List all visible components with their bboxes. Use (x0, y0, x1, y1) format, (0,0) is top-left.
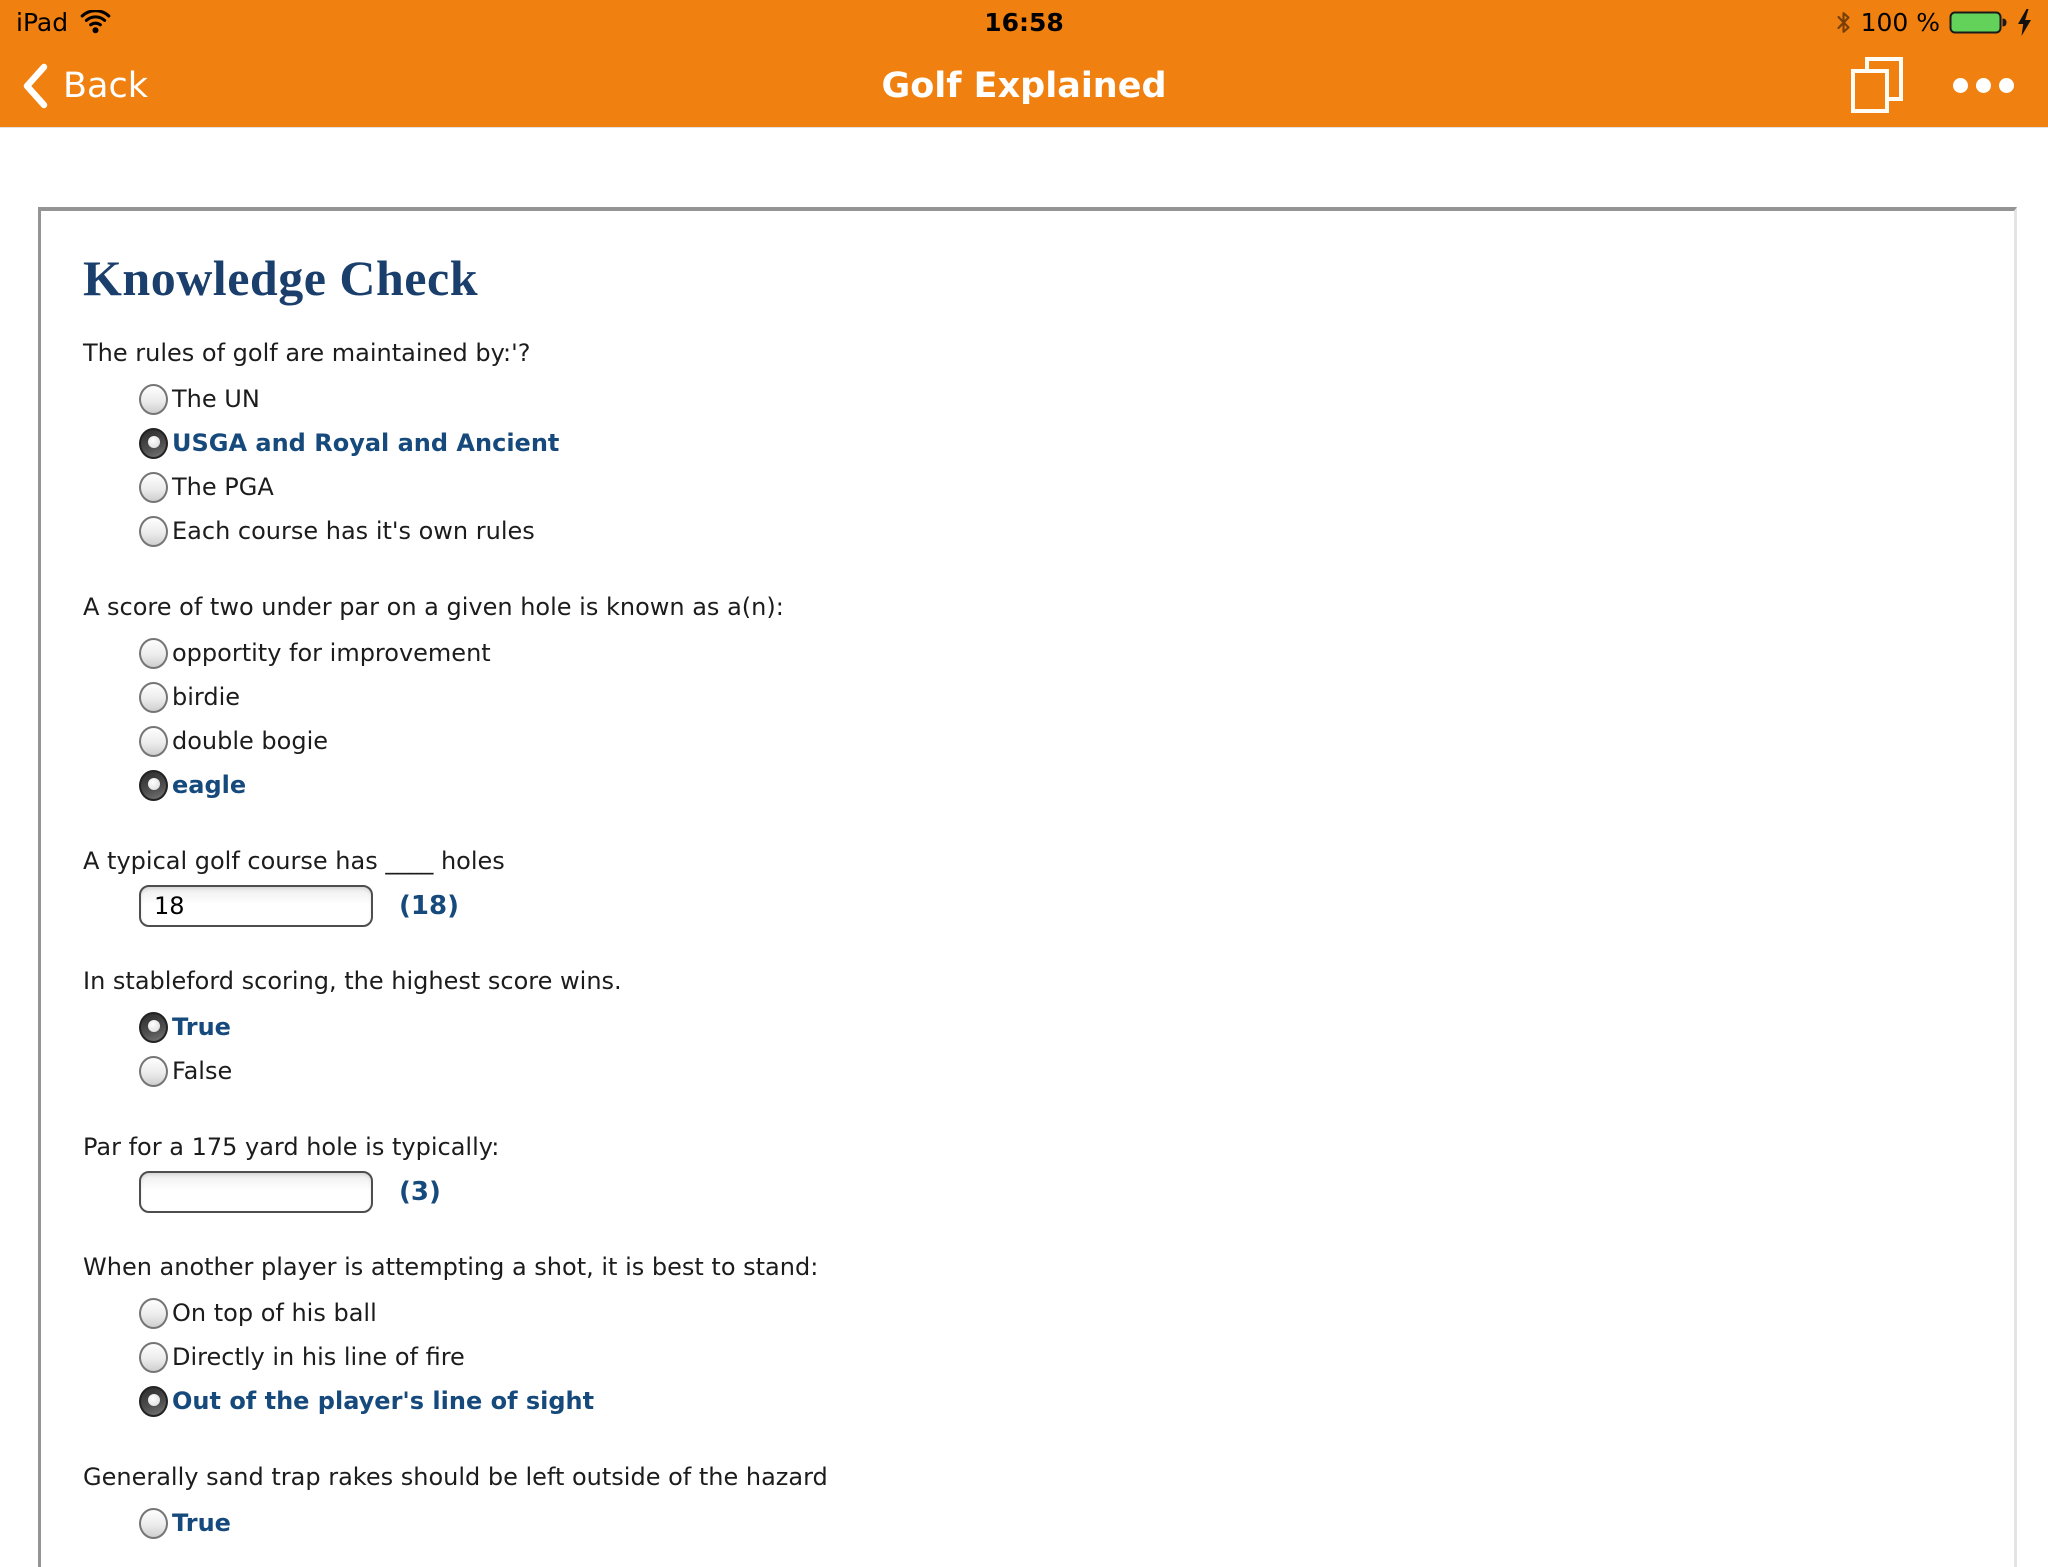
answer-option[interactable] (83, 1049, 1974, 1093)
bluetooth-icon (1835, 10, 1852, 35)
battery-icon (1949, 9, 2008, 36)
question-text: Par for a 175 yard hole is typically: (83, 1133, 500, 1161)
quiz-heading: Knowledge Check (83, 250, 478, 306)
question-block (83, 965, 1974, 1093)
radio-button[interactable] (139, 682, 168, 713)
option-label: True (172, 1509, 231, 1537)
answer-option[interactable] (83, 763, 1974, 807)
radio-button[interactable] (139, 1056, 168, 1087)
option-label: eagle (172, 771, 247, 799)
option-label: Out of the player's line of sight (172, 1387, 595, 1415)
nav-actions (1849, 56, 2026, 116)
status-bar (0, 0, 2048, 44)
correct-answer-hint: (3) (399, 1177, 441, 1207)
more-options-icon[interactable] (1953, 78, 2014, 93)
page-title: Golf Explained (881, 65, 1167, 106)
answer-option[interactable] (83, 719, 1974, 763)
clock: 16:58 (984, 7, 1064, 37)
question-text: A score of two under par on a given hole is known as a(n): (83, 593, 784, 621)
option-label: Each course has it's own rules (172, 517, 535, 545)
radio-button[interactable] (139, 638, 168, 669)
question-text: The rules of golf are maintained by:'? (83, 339, 531, 367)
option-label: False (172, 1057, 233, 1085)
quiz-slide (38, 207, 2017, 1567)
answer-option[interactable] (83, 1005, 1974, 1049)
radio-button-selected[interactable] (139, 1386, 168, 1417)
fill-in-row (83, 885, 1974, 927)
option-label: USGA and Royal and Ancient (172, 429, 560, 457)
answer-option[interactable] (83, 509, 1974, 553)
question-block (83, 845, 1974, 927)
radio-button[interactable] (139, 726, 168, 757)
pages-icon[interactable] (1849, 56, 1905, 116)
answer-option[interactable] (83, 421, 1974, 465)
option-label: The UN (172, 385, 260, 413)
question-text: In stableford scoring, the highest score wins. (83, 967, 622, 995)
radio-button-selected[interactable] (139, 1012, 168, 1043)
answer-option[interactable] (83, 1379, 1974, 1423)
back-chevron-icon (22, 63, 49, 109)
question-block (83, 591, 1974, 807)
question-block (83, 1131, 1974, 1213)
question-block (83, 337, 1974, 553)
answer-input[interactable] (139, 885, 373, 927)
radio-button-selected[interactable] (139, 428, 168, 459)
correct-answer-hint: (18) (399, 891, 459, 921)
radio-button[interactable] (139, 1508, 168, 1539)
option-label: double bogie (172, 727, 329, 755)
navigation-bar (0, 44, 2048, 127)
radio-button[interactable] (139, 1342, 168, 1373)
answer-option[interactable] (83, 1335, 1974, 1379)
back-label: Back (63, 65, 148, 106)
answer-option[interactable] (83, 675, 1974, 719)
back-button[interactable] (22, 63, 148, 109)
option-label: birdie (172, 683, 241, 711)
fill-in-row (83, 1171, 1974, 1213)
answer-option[interactable] (83, 1291, 1974, 1335)
charging-bolt-icon (2017, 9, 2032, 36)
wifi-icon (80, 10, 111, 34)
radio-button[interactable] (139, 516, 168, 547)
answer-option[interactable] (83, 631, 1974, 675)
status-right (1835, 8, 2032, 37)
questions-list (83, 337, 1974, 1545)
status-left (16, 8, 111, 37)
option-label: opportity for improvement (172, 639, 491, 667)
option-label: Directly in his line of fire (172, 1343, 465, 1371)
radio-button-selected[interactable] (139, 770, 168, 801)
option-label: The PGA (172, 473, 274, 501)
question-block (83, 1461, 1974, 1545)
answer-option[interactable] (83, 377, 1974, 421)
radio-button[interactable] (139, 1298, 168, 1329)
answer-input[interactable] (139, 1171, 373, 1213)
question-block (83, 1251, 1974, 1423)
question-text: Generally sand trap rakes should be left outside of the hazard (83, 1463, 828, 1491)
option-label: On top of his ball (172, 1299, 377, 1327)
answer-option[interactable] (83, 465, 1974, 509)
app-header (0, 0, 2048, 127)
battery-percent-label: 100 % (1860, 7, 1940, 37)
radio-button[interactable] (139, 384, 168, 415)
radio-button[interactable] (139, 472, 168, 503)
answer-option[interactable] (83, 1501, 1974, 1545)
question-text: A typical golf course has ____ holes (83, 847, 505, 875)
carrier-label: iPad (16, 7, 69, 37)
question-text: When another player is attempting a shot, it is best to stand: (83, 1253, 819, 1281)
option-label: True (172, 1013, 231, 1041)
